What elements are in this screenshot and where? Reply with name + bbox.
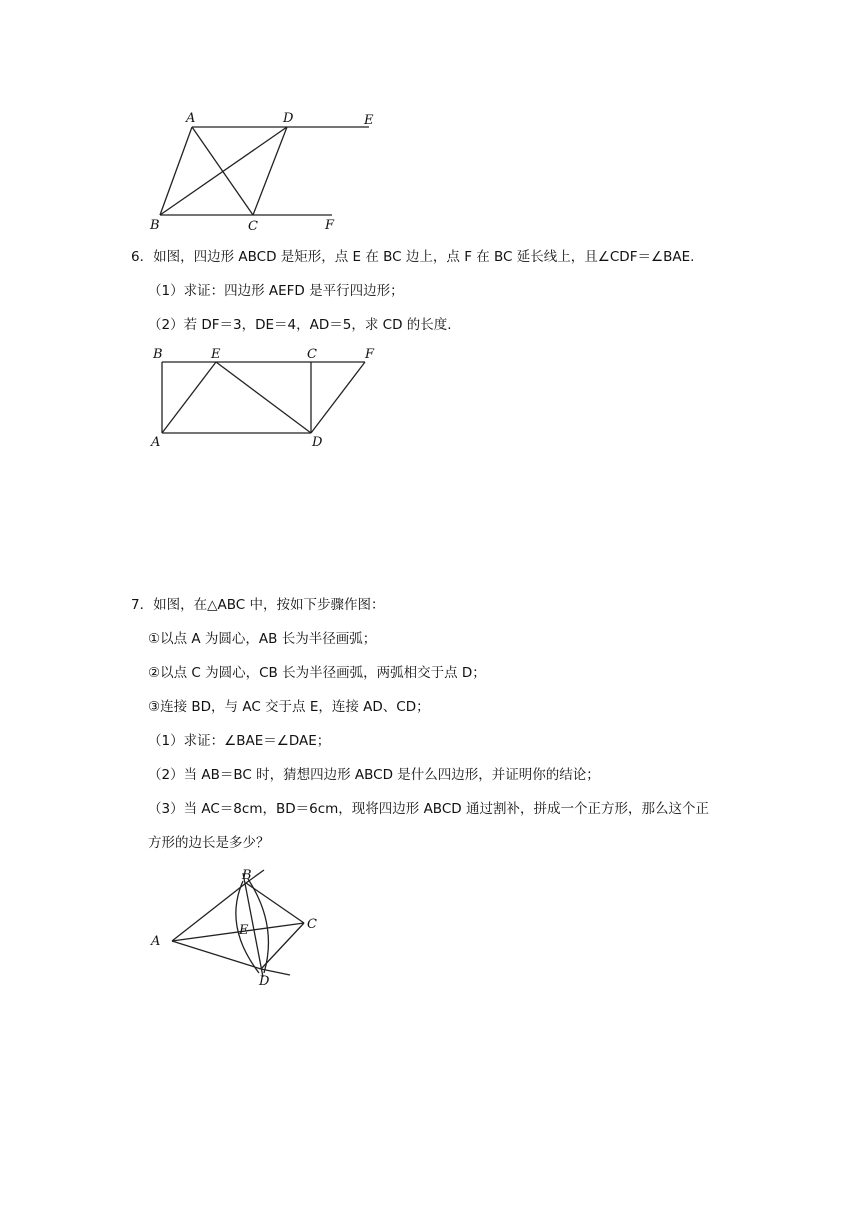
q7-part3-line2: 方形的边长是多少？ (148, 835, 270, 851)
q7-part1: （1）求证：∠BAE＝∠DAE； (148, 733, 331, 749)
segment-ae (162, 362, 216, 433)
label-e: E (211, 347, 221, 362)
label-b: B (153, 347, 163, 362)
arc-center-a (248, 879, 268, 973)
q7-stem: 7．如图，在△ABC 中，按如下步骤作图： (131, 597, 385, 613)
q7-step3: ③连接 BD，与 AC 交于点 E，连接 AD、CD； (148, 699, 430, 715)
label-a: A (151, 435, 161, 450)
figure-7-kite-construction (140, 863, 320, 991)
label-e: E (239, 923, 249, 938)
q7-step2: ②以点 C 为圆心，CB 长为半径画弧，两弧相交于点 D； (148, 665, 486, 681)
q7-step1: ①以点 A 为圆心，AB 长为半径画弧； (148, 631, 377, 647)
segment-df (311, 362, 365, 433)
q6-part2: （2）若 DF＝3，DE＝4，AD＝5，求 CD 的长度. (148, 317, 452, 333)
figure-6-rectangle (145, 343, 385, 453)
label-b: B (150, 218, 160, 233)
label-c: C (248, 219, 258, 233)
segment-ab (160, 127, 192, 215)
label-a: A (151, 934, 161, 949)
label-d: D (259, 974, 270, 989)
segment-bd (160, 127, 287, 215)
label-d: D (312, 435, 323, 450)
label-f: F (365, 347, 375, 362)
label-d: D (283, 111, 294, 126)
label-a: A (186, 111, 196, 126)
label-c: C (307, 917, 317, 932)
figure-5-parallelogram (140, 108, 390, 233)
segment-ed (216, 362, 311, 433)
q7-part3-line1: （3）当 AC＝8cm，BD＝6cm，现将四边形 ABCD 通过割补，拼成一个正方形，那么这个正 (148, 801, 709, 817)
label-b: B (242, 868, 252, 883)
q7-part2: （2）当 AB＝BC 时，猜想四边形 ABCD 是什么四边形，并证明你的结论； (148, 767, 600, 783)
label-e: E (364, 113, 374, 128)
q6-stem: 6．如图，四边形 ABCD 是矩形，点 E 在 BC 边上，点 F 在 BC 延长线上，且∠CDF＝∠BAE. (131, 249, 695, 265)
q6-part1: （1）求证：四边形 AEFD 是平行四边形； (148, 283, 404, 299)
segment-dc (253, 127, 287, 215)
label-f: F (325, 218, 335, 233)
label-c: C (307, 347, 317, 362)
